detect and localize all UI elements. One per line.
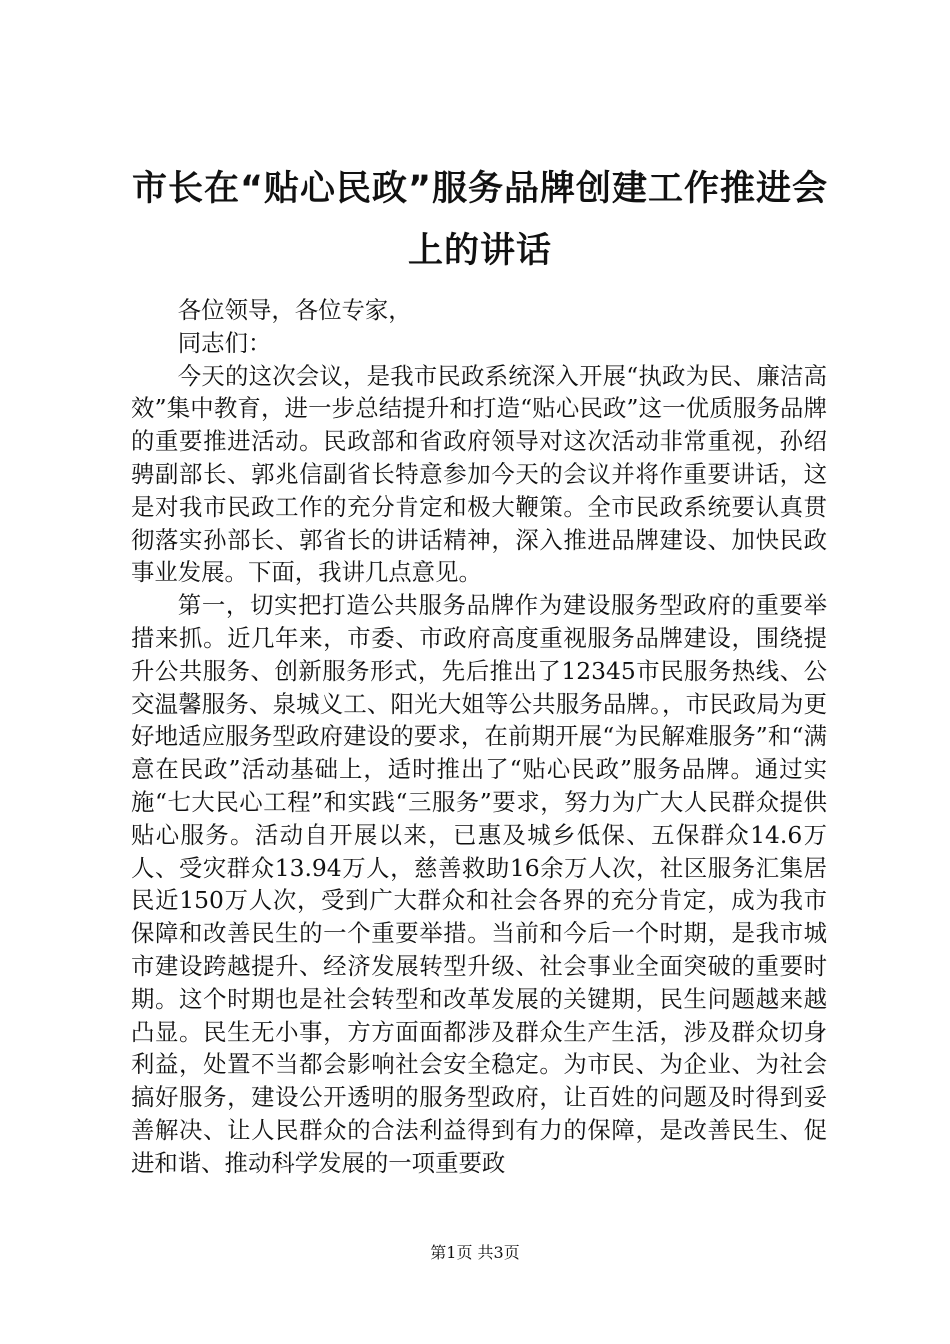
salutation: 各位领导，各位专家，	[177, 296, 412, 324]
document-body	[131, 294, 827, 1180]
paragraph-opening: 今天的这次会议，是我市民政系统深入开展“执政为民、廉洁高效”集中教育，进一步总结提升和打造“贴心民政”这一优质服务品牌的重要推进活动。民政部和省政府领导对这次活动非常重视，孙绍骋副部长、郭兆信副省长特意参加今天的会议并将作重要讲话，这是对我市民政工作的充分肯定和极大鞭策。全市民政系统要认真贯彻落实孙部长、郭省长的讲话精神，深入推进品牌建设、加快民政事业发展。下面，我讲几点意见。	[131, 361, 827, 587]
title-line-2: 上的讲话	[407, 231, 552, 271]
title-line-1: 市长在“贴心民政”服务品牌创建工作推进会	[131, 169, 828, 209]
document-title	[120, 158, 840, 282]
page-number-footer: 第1页 共3页	[430, 1243, 520, 1262]
paragraph-first-point: 第一，切实把打造公共服务品牌作为建设服务型政府的重要举措来抓。近几年来，市委、市政府高度重视服务品牌建设，围绕提升公共服务、创新服务形式，先后推出了12345市民服务热线、公交温馨服务、泉城义工、阳光大姐等公共服务品牌。，市民政局为更好地适应服务型政府建设的要求，在前期开展“为民解难服务”和“满意在民政”活动基础上，适时推出了“贴心民政”服务品牌。通过实施“七大民心工程”和实践“三服务”要求，努力为广大人民群众提供贴心服务。活动自开展以来，已惠及城乡低保、五保群众14.6万人、受灾群众13.94万人，慈善救助16余万人次，社区服务汇集居民近150万人次，受到广大群众和社会各界的充分肯定，成为我市保障和改善民生的一个重要举措。当前和今后一个时期，是我市城市建设跨越提升、经济发展转型升级、社会事业全面突破的重要时期。这个时期也是社会转型和改革发展的关键期，民生问题越来越凸显。民生无小事，方方面面都涉及群众生产生活，涉及群众切身利益，处置不当都会影响社会安全稳定。为市民、为企业、为社会搞好服务，建设公开透明的服务型政府，让百姓的问题及时得到妥善解决、让人民群众的合法利益得到有力的保障，是改善民生、促进和谐、推动科学发展的一项重要政	[131, 591, 827, 1177]
greeting: 同志们：	[177, 328, 272, 357]
